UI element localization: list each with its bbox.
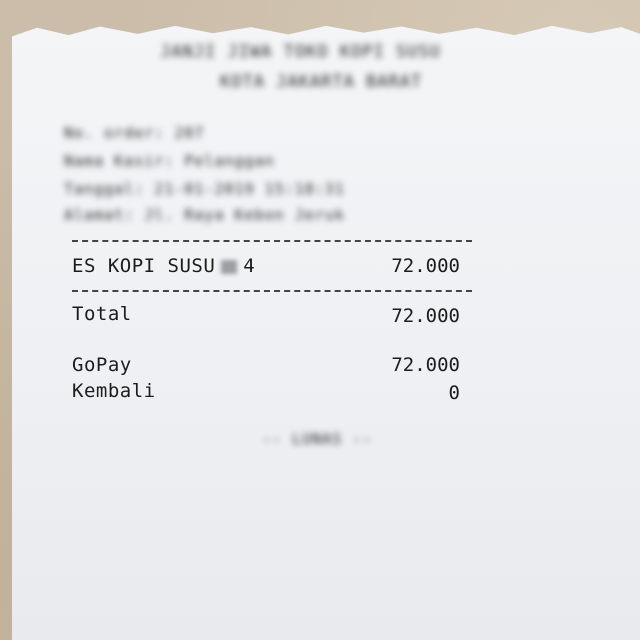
change-value: 0: [448, 382, 460, 404]
order-number: No. order: 207: [64, 124, 205, 142]
total-label: Total: [72, 303, 132, 325]
footer-text: -- LUNAS --: [262, 430, 373, 448]
payment-label: GoPay: [72, 354, 132, 376]
receipt-paper: [12, 24, 640, 640]
change-label: Kembali: [72, 380, 156, 402]
item-amount: 72.000: [391, 255, 460, 277]
store-name: JANJI JIWA TOKO KOPI SUSU: [160, 42, 441, 62]
item-name: ES KOPI SUSU: [72, 255, 216, 277]
cashier-name: Nama Kasir: Pelanggan: [64, 152, 275, 170]
store-address: Alamat: Jl. Raya Kebon Jeruk: [64, 206, 345, 224]
store-location: KOTA JAKARTA BARAT: [220, 72, 423, 92]
transaction-date: Tanggal: 21-01-2019 15:18:31: [64, 180, 345, 198]
item-row: [72, 255, 255, 277]
item-qty: 4: [243, 255, 256, 277]
payment-value: 72.000: [391, 354, 460, 376]
total-value: 72.000: [391, 305, 460, 327]
divider-top: [72, 240, 472, 242]
redacted-mark: [221, 260, 237, 274]
divider-bottom: [72, 290, 472, 292]
